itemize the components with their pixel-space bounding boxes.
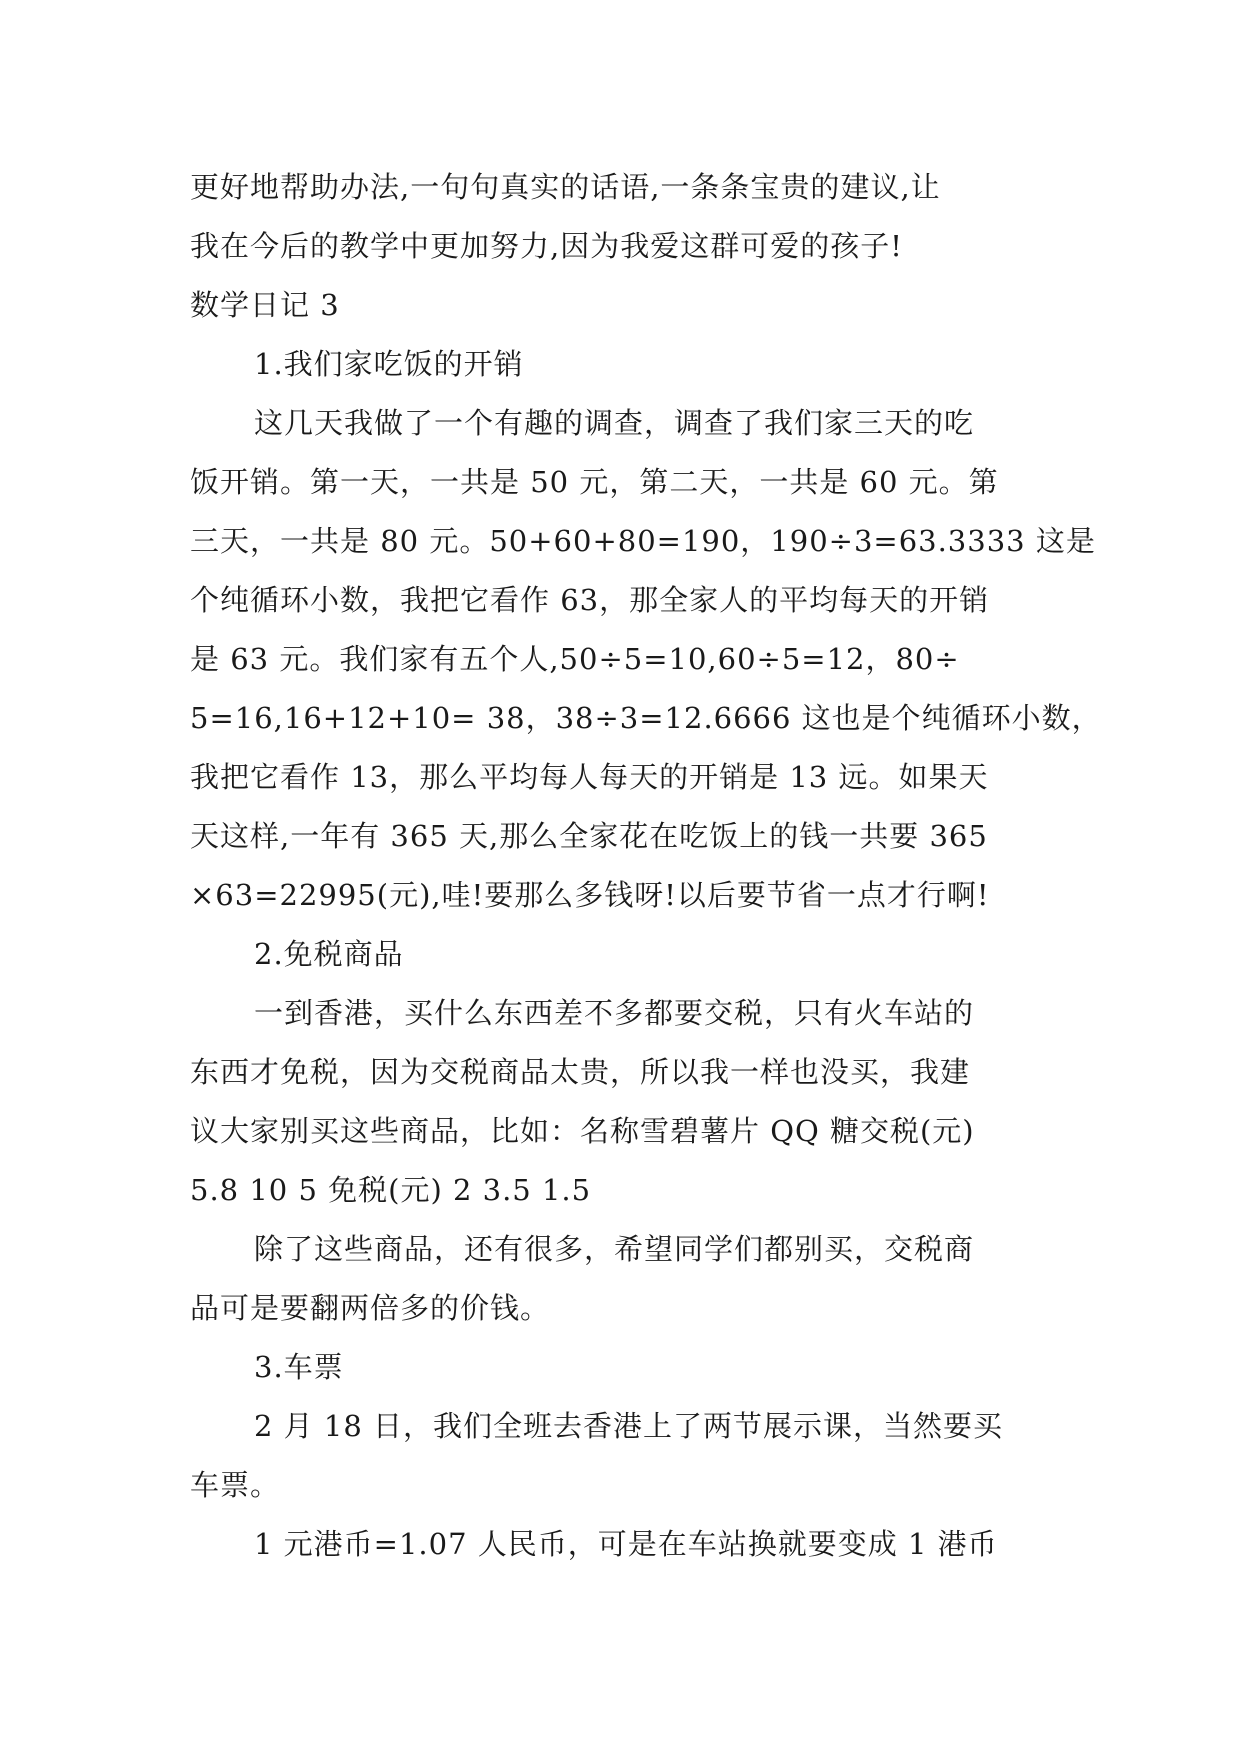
paragraph-line: 饭开销。第一天，一共是 50 元，第二天，一共是 60 元。第 xyxy=(190,465,999,499)
paragraph-line: 5=16,16+12+10= 38，38÷3=12.6666 这也是个纯循环小数， xyxy=(190,701,1102,735)
subsection-heading: 3.车票 xyxy=(254,1350,344,1384)
section-heading: 数学日记 3 xyxy=(190,288,340,322)
paragraph-line: 2 月 18 日，我们全班去香港上了两节展示课，当然要买 xyxy=(254,1409,1004,1443)
paragraph-line: 天这样,一年有 365 天,那么全家花在吃饭上的钱一共要 365 xyxy=(190,819,988,853)
paragraph-line: 东西才免税，因为交税商品太贵，所以我一样也没买，我建 xyxy=(190,1055,971,1089)
paragraph-line: 三天，一共是 80 元。50+60+80=190，190÷3=63.3333 这是 xyxy=(190,524,1096,558)
paragraph-line: 一到香港，买什么东西差不多都要交税，只有火车站的 xyxy=(254,996,975,1030)
paragraph-line: 车票。 xyxy=(190,1468,281,1502)
paragraph-line: ×63=22995(元),哇!要那么多钱呀!以后要节省一点才行啊! xyxy=(190,878,990,912)
paragraph-line: 我把它看作 13，那么平均每人每天的开销是 13 远。如果天 xyxy=(190,760,989,794)
paragraph-line: 除了这些商品，还有很多，希望同学们都别买，交税商 xyxy=(254,1232,975,1266)
paragraph-line: 品可是要翻两倍多的价钱。 xyxy=(190,1291,551,1325)
paragraph-line: 5.8 10 5 免税(元) 2 3.5 1.5 xyxy=(190,1173,592,1207)
subsection-heading: 1.我们家吃饭的开销 xyxy=(254,347,524,381)
document-body xyxy=(190,158,1102,1574)
paragraph-line: 议大家别买这些商品，比如：名称雪碧薯片 QQ 糖交税(元) xyxy=(190,1114,975,1148)
paragraph-line: 这几天我做了一个有趣的调查，调查了我们家三天的吃 xyxy=(254,406,975,440)
subsection-heading: 2.免税商品 xyxy=(254,937,404,971)
paragraph-line: 我在今后的教学中更加努力,因为我爱这群可爱的孩子! xyxy=(190,229,903,263)
paragraph-line: 个纯循环小数，我把它看作 63，那全家人的平均每天的开销 xyxy=(190,583,990,617)
paragraph-line: 1 元港币=1.07 人民币，可是在车站换就要变成 1 港币 xyxy=(254,1527,998,1561)
paragraph-line: 更好地帮助办法,一句句真实的话语,一条条宝贵的建议,让 xyxy=(190,170,941,204)
paragraph-line: 是 63 元。我们家有五个人,50÷5=10,60÷5=12，80÷ xyxy=(190,642,960,676)
